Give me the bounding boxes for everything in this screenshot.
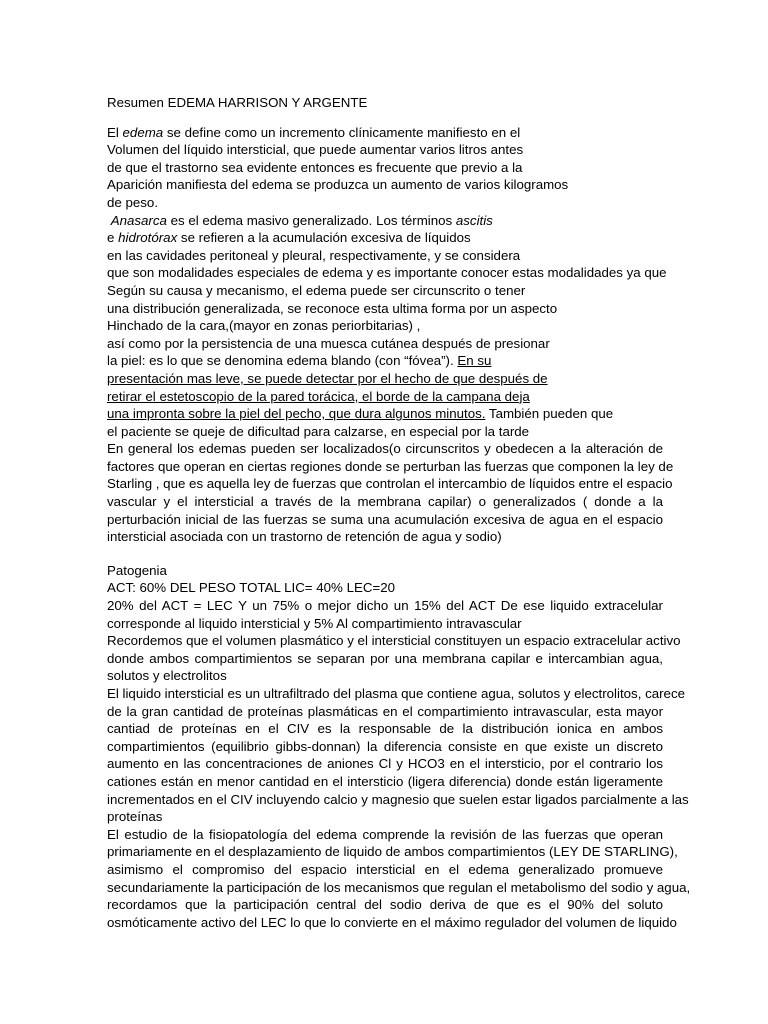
text-line: asimismo el compromiso del espacio intersticial en el edema generalizado promueve <box>107 861 663 877</box>
term-anasarca: Anasarca <box>110 212 167 228</box>
text-line: Según su causa y mecanismo, el edema puede ser circunscrito o tener <box>107 282 526 298</box>
text-line: la piel: es lo que se denomina edema blando (con “fóvea”). En su <box>107 353 492 369</box>
text-line: que son modalidades especiales de edema y es importante conocer estas modalidades ya que <box>107 265 667 281</box>
text-line: proteínas <box>107 809 163 825</box>
section-heading: Patogenia <box>107 562 167 578</box>
text-line: corresponde al liquido intersticial y 5% Al compartimiento intravascular <box>107 615 522 631</box>
text-line: cantiad de proteínas en el CIV es la responsable de la distribución ionica en ambos <box>107 721 663 737</box>
text-line: primariamente en el desplazamiento de liquido de ambos compartimientos (LEY DE STARLING), <box>107 844 678 860</box>
text-line: en las cavidades peritoneal y pleural, respectivamente, y se considera <box>107 247 521 263</box>
text-line: El estudio de la fisiopatología del edema comprende la revisión de las fuerzas que operan <box>107 826 663 842</box>
text-line: factores que operan en ciertas regiones donde se perturban las fuerzas que componen la ley de <box>107 458 674 474</box>
underlined-text: presentación mas leve, se puede detectar por el hecho de que después de <box>107 370 548 386</box>
text-line: En general los edemas pueden ser localizados(o circunscritos y obedecen a la alteración de <box>107 441 663 457</box>
text-line: incrementados en el CIV incluyendo calcio y magnesio que suelen estar ligados parcialmente a las <box>107 791 689 807</box>
text-line: Anasarca es el edema masivo generalizado. Los términos ascitis <box>110 212 493 228</box>
text-line: el paciente se queje de dificultad para calzarse, en especial por la tarde <box>107 423 530 439</box>
document-page <box>107 94 691 931</box>
text-line: Starling , que es aquella ley de fuerzas que controlan el intercambio de líquidos entre el espacio <box>107 476 673 492</box>
text-line: de la gran cantidad de proteínas plasmáticas en el compartimiento intravascular, esta mayor <box>107 703 663 719</box>
text-line: de peso. <box>107 194 159 210</box>
text-line: una impronta sobre la piel del pecho, que dura algunos minutos. También pueden que <box>107 406 614 422</box>
text-line: El liquido intersticial es un ultrafiltrado del plasma que contiene agua, solutos y electrolitos, carece <box>107 686 685 701</box>
document-title: Resumen EDEMA HARRISON Y ARGENTE <box>107 95 368 110</box>
text-line: aumento en las concentraciones de aniones Cl y HCO3 en el intersticio, por el contrario los <box>107 756 663 772</box>
text-line <box>107 388 663 406</box>
text-line: perturbación inicial de las fuerzas se suma una acumulación excesiva de agua en el espacio <box>107 511 663 527</box>
text-line: e hidrotórax se refieren a la acumulación excesiva de líquidos <box>107 230 471 246</box>
term-hidrotorax: hidrotórax <box>118 230 178 246</box>
text-line: intersticial asociada con un trastorno de retención de agua y sodio) <box>107 529 502 545</box>
intro-section <box>107 124 674 546</box>
text-line: 20% del ACT = LEC Y un 75% o mejor dicho un 15% del ACT De ese liquido extracelular <box>107 598 663 614</box>
term-edema: edema <box>122 124 164 140</box>
text-line: solutos y electrolitos <box>107 668 227 684</box>
text-line <box>107 370 663 388</box>
text-line: compartimientos (equilibrio gibbs-donnan) la diferencia consiste en que existe un discreto <box>107 738 663 754</box>
text-line: osmóticamente activo del LEC lo que lo convierte en el máximo regulador del volumen de liquido <box>107 914 677 930</box>
term-ascitis: ascitis <box>455 212 493 228</box>
text-line: cationes están en menor cantidad en el intersticio (ligera diferencia) donde están ligeramente <box>107 773 663 789</box>
text-line: El edema se define como un incremento clínicamente manifiesto en el <box>107 124 521 140</box>
underlined-text: En su <box>457 353 492 369</box>
text-line: así como por la persistencia de una muesca cutánea después de presionar <box>107 335 550 351</box>
text-line: vascular y el intersticial a través de la membrana capilar) o generalizados ( donde a la <box>107 494 663 510</box>
text-line: secundariamente la participación de los mecanismos que regulan el metabolismo del sodio y agua, <box>107 879 691 895</box>
text-line: Recordemos que el volumen plasmático y el intersticial constituyen un espacio extracelular activo <box>107 633 681 649</box>
text-line: Volumen del líquido intersticial, que puede aumentar varios litros antes <box>107 142 524 158</box>
patogenia-section <box>107 562 691 931</box>
text-line: ACT: 60% DEL PESO TOTAL LIC= 40% LEC=20 <box>107 580 395 596</box>
text-line: una distribución generalizada, se reconoce esta ultima forma por un aspecto <box>107 300 558 316</box>
text-line: Aparición manifiesta del edema se produzca un aumento de varios kilogramos <box>107 177 569 193</box>
underlined-text: retirar el estetoscopio de la pared torácica, el borde de la campana deja <box>107 388 530 404</box>
underlined-text: una impronta sobre la piel del pecho, que dura algunos minutos. <box>107 406 486 422</box>
text-line: de que el trastorno sea evidente entonces es frecuente que previo a la <box>107 159 523 175</box>
text-line: Hinchado de la cara,(mayor en zonas periorbitarias) , <box>107 318 421 334</box>
text-line: donde ambos compartimientos se separan por una membrana capilar e intercambian agua, <box>107 650 663 666</box>
text-line: recordamos que la participación central del sodio deriva de que es el 90% del soluto <box>107 897 663 913</box>
